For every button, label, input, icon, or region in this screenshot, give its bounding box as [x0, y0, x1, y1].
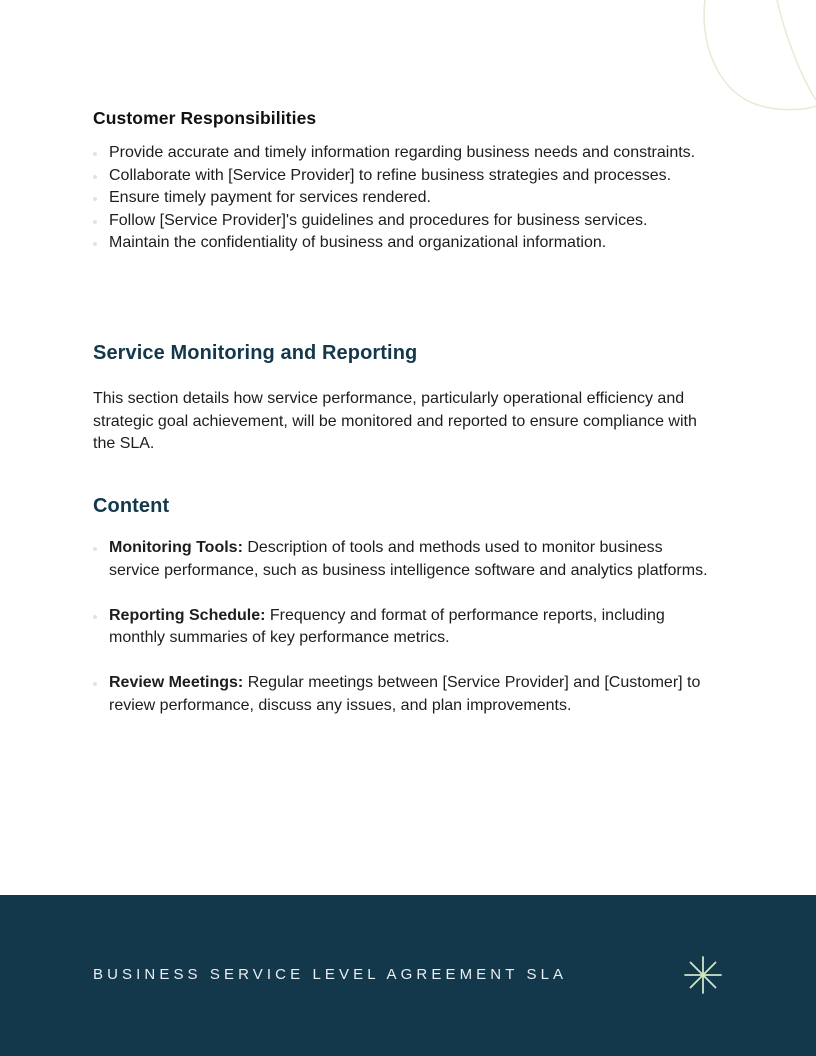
footer-title: BUSINESS SERVICE LEVEL AGREEMENT SLA	[93, 966, 568, 983]
monitoring-paragraph: This section details how service performance, particularly operational efficiency and strategic goal achievement, will be monitored and reported to ensure compliance with the SLA.	[93, 390, 697, 452]
customer-responsibilities-heading: Customer Responsibilities	[93, 108, 317, 128]
list-item-review-meetings: Review Meetings: Regular meetings between [Service Provider] and [Customer] to review performance, discuss any issues, and plan improvements.	[93, 672, 713, 717]
bullet-icon	[93, 242, 97, 246]
item-label: Monitoring Tools:	[109, 539, 243, 556]
content-list	[93, 537, 713, 740]
bullet-icon	[93, 175, 97, 179]
list-item: Provide accurate and timely information regarding business needs and constraints.	[93, 142, 713, 165]
customer-responsibilities-list	[93, 142, 713, 255]
list-item: Ensure timely payment for services rendered.	[93, 187, 713, 210]
bullet-icon	[93, 152, 97, 156]
list-item-reporting-schedule: Reporting Schedule: Frequency and format of performance reports, including monthly summaries of key performance metrics.	[93, 605, 713, 650]
decorative-curve-icon	[680, 0, 816, 120]
bullet-icon	[93, 615, 97, 619]
monitoring-heading: Service Monitoring and Reporting	[93, 342, 418, 364]
bullet-icon	[93, 220, 97, 224]
list-item: Collaborate with [Service Provider] to refine business strategies and processes.	[93, 165, 713, 188]
item-label: Reporting Schedule:	[109, 606, 266, 624]
list-item: Maintain the confidentiality of business and organizational information.	[93, 232, 713, 255]
bullet-icon	[93, 682, 97, 686]
list-item: Follow [Service Provider]'s guidelines and procedures for business services.	[93, 210, 713, 233]
bullet-icon	[93, 197, 97, 201]
list-item-monitoring-tools: Monitoring Tools: Description of tools and methods used to monitor business service performance, such as business intelligence software and analytics platforms.	[93, 537, 713, 582]
bullet-icon	[93, 547, 97, 551]
asterisk-star-icon	[683, 955, 723, 995]
content-heading: Content	[93, 495, 170, 517]
footer-band	[0, 895, 816, 1056]
item-label: Review Meetings:	[109, 674, 244, 691]
